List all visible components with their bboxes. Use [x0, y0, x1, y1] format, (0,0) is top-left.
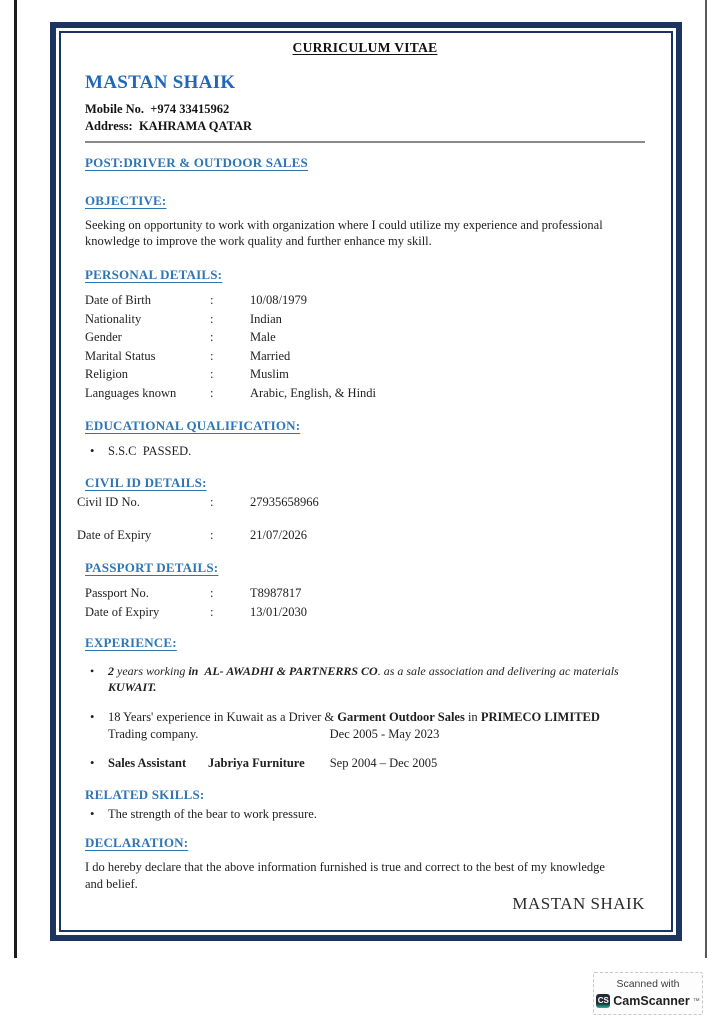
personal-details-table: [85, 291, 645, 402]
row-separator: :: [210, 495, 214, 509]
row-label: Date of Expiry: [85, 604, 160, 619]
detail-row-nationality: [85, 310, 645, 329]
row-separator: :: [210, 367, 214, 381]
row-label: Nationality: [85, 311, 142, 326]
detail-row-marital: [85, 347, 645, 366]
mobile-line: [85, 101, 645, 118]
row-label: Date of Birth: [85, 293, 151, 307]
address-value: KAHRAMA QATAR: [138, 119, 253, 133]
education-bullet-text: S.S.C PASSED.: [108, 444, 192, 458]
scan-edge-right: [705, 0, 707, 958]
row-value: Married: [250, 348, 291, 363]
camscanner-label: CamScanner: [613, 994, 690, 1008]
document-title: CURRICULUM VITAE: [292, 40, 438, 55]
row-separator: :: [210, 293, 214, 307]
related-skills-bullet: [90, 806, 645, 822]
detail-row-dob: [85, 291, 645, 310]
personal-details-heading: PERSONAL DETAILS:: [85, 267, 223, 282]
bullet-dot: •: [90, 444, 95, 458]
row-value: T8987817: [250, 586, 302, 600]
experience-bullet-1: [90, 663, 645, 695]
education-heading: EDUCATIONAL QUALIFICATION:: [85, 418, 301, 433]
detail-row-languages: [85, 384, 645, 403]
row-value: 13/01/2030: [250, 604, 307, 619]
address-label: Address:: [85, 119, 133, 133]
row-label: Gender: [85, 330, 122, 344]
objective-text: Seeking on opportunity to work with organization where I could utilize my experience and professional knowledge to improve the work quality and further enhance my skill.: [85, 218, 603, 248]
detail-row-passport-expiry: [85, 603, 645, 622]
row-label: Date of Expiry: [77, 527, 152, 542]
detail-row-gender: [85, 328, 645, 347]
camscanner-row: [597, 994, 700, 1008]
civil-id-table: [77, 493, 645, 544]
row-label: Languages known: [85, 385, 177, 400]
bullet-dot: •: [90, 807, 95, 821]
row-label: Civil ID No.: [77, 495, 140, 509]
contact-block: [85, 101, 645, 135]
bullet-dot: •: [90, 756, 95, 770]
row-label: Marital Status: [85, 348, 156, 363]
scan-edge-left: [14, 0, 17, 958]
signature-name: MASTAN SHAIK: [512, 894, 645, 913]
experience-bullet-3: [90, 755, 645, 771]
experience-bullet-2: [90, 709, 645, 742]
row-value: 10/08/1979: [250, 293, 307, 307]
page-border-frame-inner: [59, 31, 673, 932]
bullet-dot: •: [90, 664, 95, 678]
objective-heading: OBJECTIVE:: [85, 193, 167, 208]
row-separator: :: [210, 330, 214, 344]
row-separator: :: [210, 385, 214, 400]
row-label: Passport No.: [85, 586, 149, 600]
declaration-heading: DECLARATION:: [85, 835, 189, 850]
detail-row-civil-id: [77, 493, 645, 512]
camscanner-logo-icon: CS: [596, 994, 610, 1008]
row-separator: :: [210, 348, 214, 363]
education-bullet: [90, 443, 645, 459]
camscanner-badge: [593, 972, 703, 1015]
row-label: Religion: [85, 367, 129, 381]
cv-document: [61, 33, 671, 930]
row-value: 21/07/2026: [250, 527, 307, 542]
row-separator: :: [210, 604, 214, 619]
page-border-frame: [50, 22, 682, 941]
address-line: [85, 118, 645, 135]
row-value: Muslim: [250, 367, 289, 381]
detail-row-religion: [85, 365, 645, 384]
row-separator: :: [210, 586, 214, 600]
row-separator: :: [210, 527, 214, 542]
passport-heading: PASSPORT DETAILS:: [85, 560, 219, 575]
experience-bullet-1-text: 2 years working in AL- AWADHI & PARTNERRS CO. as a sale association and delivering ac materials KUWAIT.: [108, 664, 619, 694]
detail-row-passport-no: [85, 584, 645, 603]
civil-id-heading: CIVIL ID DETAILS:: [85, 475, 207, 490]
trademark-mark: ™: [692, 997, 700, 1005]
row-value: Arabic, English, & Hindi: [250, 385, 377, 400]
scanned-with-label: Scanned with: [616, 978, 680, 990]
row-separator: :: [210, 311, 214, 326]
declaration-text: I do hereby declare that the above information furnished is true and correct to the best of my knowledge and belief.: [85, 860, 605, 891]
candidate-name: MASTAN SHAIK: [85, 72, 236, 93]
mobile-label: Mobile No.: [85, 102, 145, 116]
post-heading: POST:DRIVER & OUTDOOR SALES: [85, 155, 308, 170]
passport-table: [85, 584, 645, 621]
experience-bullet-3-text: Sales Assistant Jabriya Furniture Sep 2004 – Dec 2005: [108, 756, 438, 770]
bullet-dot: •: [90, 710, 95, 724]
experience-heading: EXPERIENCE:: [85, 635, 177, 650]
detail-row-civil-expiry: [77, 526, 645, 545]
row-value: 27935658966: [250, 495, 319, 509]
mobile-value: +974 33415962: [150, 102, 230, 116]
experience-bullet-2-text: 18 Years' experience in Kuwait as a Driver & Garment Outdoor Sales in PRIMECO LIMITED Trading company. Dec 2005 - May 2023: [108, 710, 600, 741]
related-skills-heading: RELATED SKILLS:: [85, 787, 205, 802]
row-value: Indian: [250, 311, 282, 326]
header-divider: [85, 141, 645, 143]
row-value: Male: [250, 330, 276, 344]
related-skills-bullet-text: The strength of the bear to work pressure.: [108, 807, 317, 821]
